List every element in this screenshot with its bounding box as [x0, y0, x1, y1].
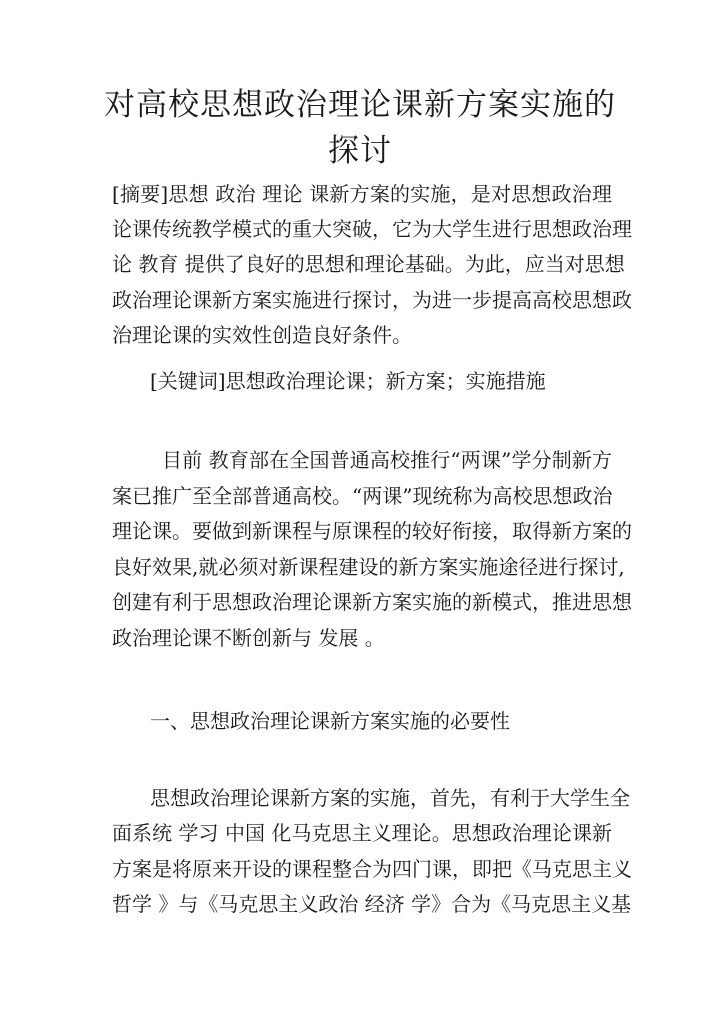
section-line: 面系统 学习 中国 化马克思主义理论。思想政治理论课新: [112, 821, 612, 845]
intro-line: 良好效果,就必须对新课程建设的新方案实施途径进行探讨,: [112, 555, 625, 579]
intro-line: 案已推广至全部普通高校。“两课”现统称为高校思想政治: [112, 484, 613, 508]
abstract-line: [摘要]思想 政治 理论 课新方案的实施，是对思想政治理: [112, 182, 612, 206]
section-line: 思想政治理论课新方案的实施，首先，有利于大学生全: [150, 786, 630, 810]
intro-line: 政治理论课不断创新与 发展 。: [112, 626, 385, 650]
document-title: 对高校思想政治理论课新方案实施的探讨: [104, 87, 616, 169]
abstract-line: 论 教育 提供了良好的思想和理论基础。为此，应当对思想: [112, 252, 625, 276]
keywords-line: [关键词]思想政治理论课；新方案；实施措施: [150, 369, 546, 393]
abstract-line: 治理论课的实效性创造良好条件。: [112, 323, 412, 347]
intro-line: 目前 教育部在全国普通高校推行“两课”学分制新方: [162, 448, 612, 472]
abstract-line: 论课传统教学模式的重大突破，它为大学生进行思想政治理: [112, 217, 632, 241]
abstract-line: 政治理论课新方案实施进行探讨，为进一步提高高校思想政: [112, 288, 632, 312]
intro-line: 理论课。要做到新课程与原课程的较好衔接，取得新方案的: [112, 519, 632, 543]
intro-line: 创建有利于思想政治理论课新方案实施的新模式，推进思想: [112, 590, 632, 614]
section-line: 方案是将原来开设的课程整合为四门课，即把《马克思主义: [112, 857, 632, 881]
section-heading: 一、思想政治理论课新方案实施的必要性: [150, 709, 510, 733]
section-line: 哲学 》与《马克思主义政治 经济 学》合为《马克思主义基: [112, 892, 632, 916]
